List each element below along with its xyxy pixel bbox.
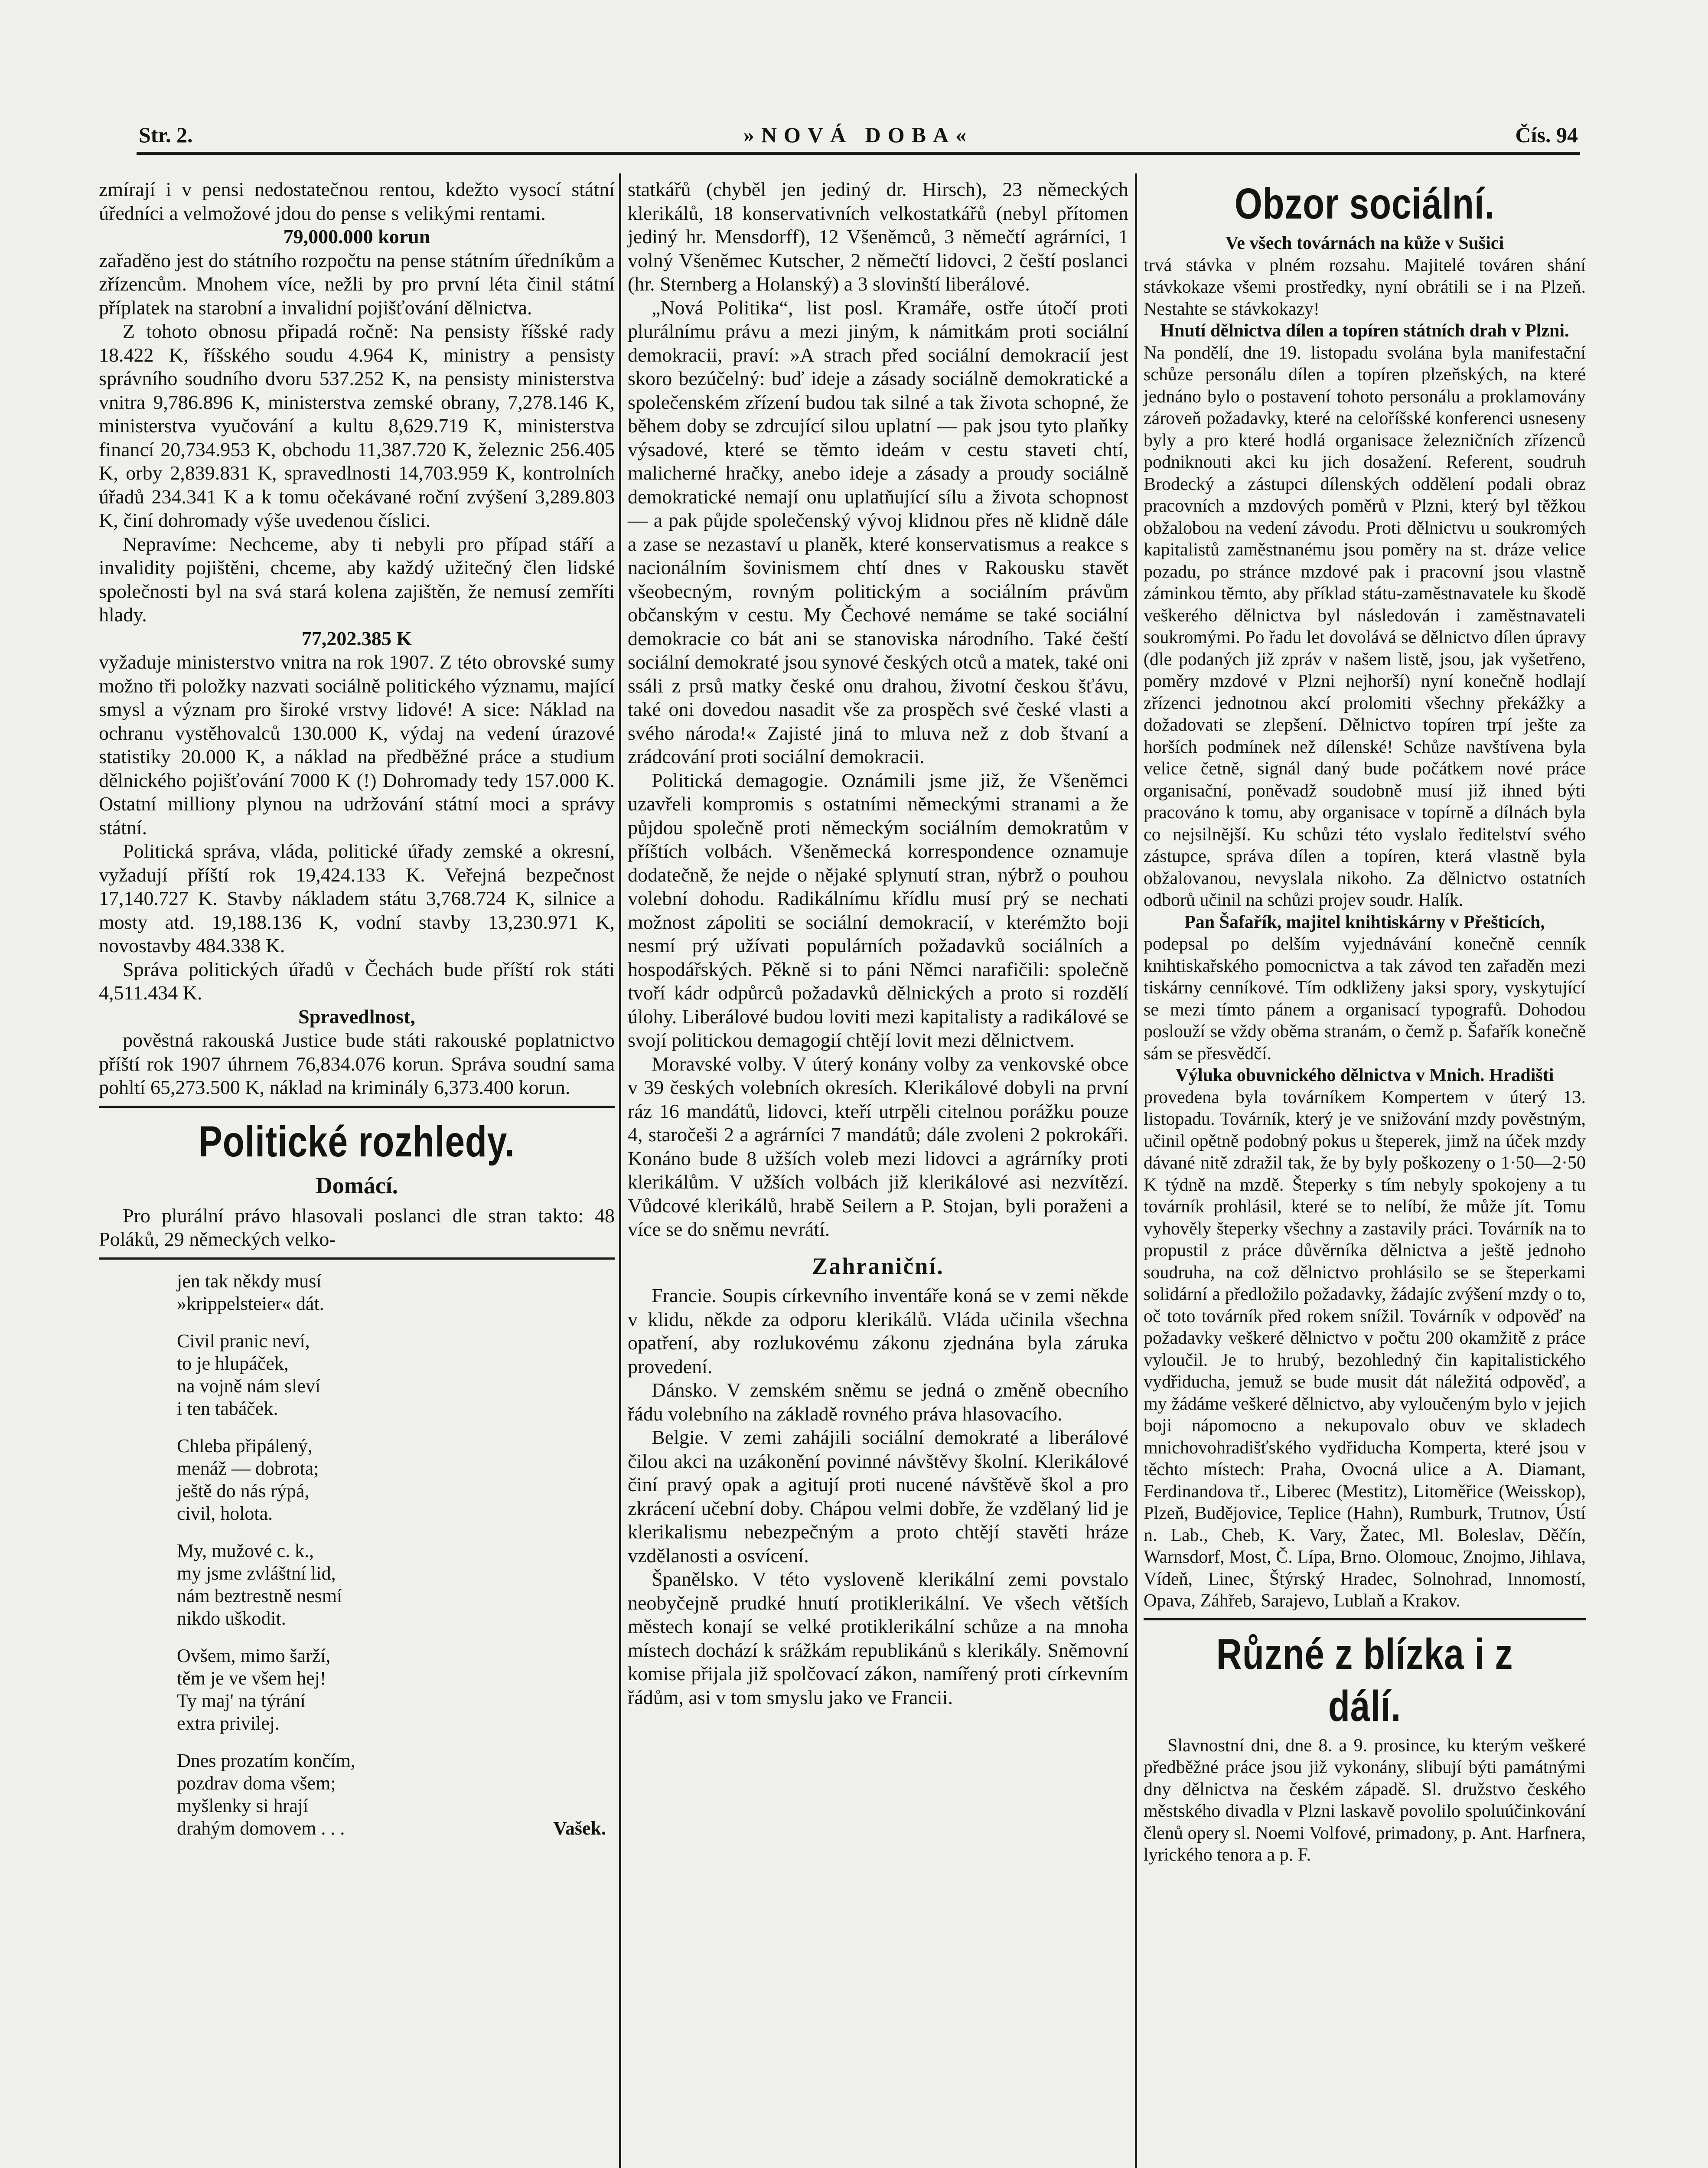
poem-rule bbox=[99, 1257, 615, 1260]
poem-stanza bbox=[177, 1750, 615, 1840]
poem-signature: Vašek. bbox=[553, 1817, 606, 1839]
header-rule bbox=[137, 152, 1580, 155]
paragraph: provedena byla továrníkem Kompertem v úterý 13. listopadu. Továrník, který je ve snižování mzdy pověstným, učinil opětně podobný pokus u šteperek, jimž na úček mzdy dávané nitě zdražil tak, že by byly poškozeny o 1·50—2·50 K týdně na mzdě. Šteperky s tím nebyly spokojeny a tu továrník prohlásil, které se to nelíbí, že může jít. Tomu vyhověly šteperky všechny a zastavily práci. Továrník na to propustil z práce důvěrníka dělnictva a ještě jednoho soudruha, na což dělnictvo prohlásilo se se šteperkami solidární a předložilo požadavky, žádajíc zvýšení mzdy o to, oč toto továrník před rokem snížil. Továrník v odpověď na požadavky veškeré dělnictvo v počtu 200 okamžitě z práce vyloučil. Je to hrubý, bezohledný čin kapitalistického vydřiducha, jemuž se bude musit dát náležitá odpověď, a my žádáme veškeré dělnictvo, aby vyloučeným bylo v jejich boji nápomocno a nekupovalo obuv ve skladech mnichovohradišťského vydřiducha Komperta, které jsou v těchto místech: Praha, Ovocná ulice a A. Diamant, Ferdinandova tř., Liberec (Mestitz), Litoměřice (Weisskop), Plzeň, Budějovice, Teplice (Hahn), Rumburk, Trutnov, Ústí n. Lab., Cheb, K. Vary, Žatec, Ml. Boleslav, Děčín, Warnsdorf, Most, Č. Lípa, Brno. Olomouc, Znojmo, Jihlava, Vídeň, Linec, Štýrský Hradec, Solnohrad, Innomostí, Opava, Záhřeb, Sarajevo, Lublaň a Krakov. bbox=[1144, 1087, 1586, 1611]
poem-line: drahým domovem . . . bbox=[177, 1817, 345, 1839]
poem bbox=[99, 1270, 615, 1840]
article-heading: Pan Šafařík, majitel knihtiskárny v Přešticích, bbox=[1184, 912, 1545, 932]
paragraph: Slavnostní dni, dne 8. a 9. prosince, ku kterým veškeré předběžné práce jsou již vykonány, slibují býti památnými dny dělnictva na českém západě. Sl. družstvo českého městského divadla v Plzni laskavě povolilo spoluúčinkování členů opery sl. Noemi Volfové, primadony, p. Ant. Harfnera, lyrického tenora a p. F. bbox=[1144, 1735, 1586, 1865]
article-heading: Výluka obuvnického dělnictva v Mnich. Hradišti bbox=[1175, 1065, 1554, 1085]
column-3 bbox=[1144, 178, 1586, 1866]
poem-line: těm je ve všem hej! bbox=[177, 1667, 326, 1689]
poem-line: jen tak někdy musí bbox=[177, 1270, 322, 1292]
section-rule bbox=[1144, 1618, 1586, 1620]
paragraph: „Nová Politika“, list posl. Kramáře, ostře útočí proti plurálnímu právu a mezi jiným, k námitkám proti sociální demokracii, praví: »A strach před sociální demokracií jest skoro bezúčelný: buď ideje a zásady sociálně demokratické a společenském zřízení budou tak silné a tak života schopné, že během doby se zdrcující silou uplatní — pak jsou tyto plaňky výsadové, které se těmto ideám v cestu staveti chtí, malicherné hračky, anebo ideje a zásady a proudy sociálně demokratické nemají onu uplatňující sílu a života schopnost — a pak půjde společenský vývoj klidnou přes ně klidně dále a zase se nezastaví u planěk, které konservatismus a reakce s nacionálním šovinismem chtí dnes v Rakousku stavět všeobecným, rovným politickým a sociálním právům občanským v cestu. My Čechové nemáme se také sociální demokracie co bát ani se stanoviska národního. Také čeští sociální demokraté jsou synové českých otců a matek, také oni ssáli z prsů matky české onu drahou, životní českou šťávu, také oni dovedou nasadit vše za prospěch své české vlasti a svého národa!« Zajisté jiná to mluva než z dob štvaní a zrádcování proti sociální demokracii. bbox=[628, 296, 1128, 767]
paragraph: statkářů (chyběl jen jediný dr. Hirsch), 23 německých klerikálů, 18 konservativních velkostatkářů (nebyl přítomen jediný hr. Mensdorff), 12 Všeněmců, 3 němečtí agrárníci, 1 volný Všeněmec Kutscher, 2 němečtí lidovci, 2 čeští poslanci (hr. Sternberg a Holanský) a 3 slovinští liberálové. bbox=[628, 178, 1128, 295]
poem-line: menáž — dobrota; bbox=[177, 1457, 319, 1479]
poem-line: to je hlupáček, bbox=[177, 1352, 289, 1374]
poem-line: Ty maj' na týrání bbox=[177, 1690, 306, 1711]
column-1 bbox=[99, 178, 615, 1855]
poem-line: myšlenky si hrají bbox=[177, 1795, 309, 1816]
poem-line: Chleba připálený, bbox=[177, 1435, 313, 1456]
article-heading: Hnutí dělnictva dílen a topíren státních drah v Plzni. bbox=[1160, 321, 1569, 341]
poem-stanza bbox=[177, 1645, 615, 1735]
paragraph: Dánsko. V zemském sněmu se jedná o změně obecního řádu volebního na základě rovného práva hlasovacího. bbox=[628, 1379, 1128, 1425]
section-rule bbox=[99, 1106, 615, 1108]
paragraph: Španělsko. V této vysloveně klerikální zemi povstalo neobyčejně prudké hnutí protiklerikální. Ve všech větších městech konají se velké protiklerikální schůze a na mnoha místech dochází k srážkám republikánů s klerikály. Sněmovní komise přijala již spolčovací zákon, namířený proti církevním řádům, asi v tom smyslu jako ve Francii. bbox=[628, 1568, 1128, 1708]
column-2 bbox=[628, 178, 1128, 1709]
poem-line: Civil pranic neví, bbox=[177, 1330, 310, 1352]
poem-stanza bbox=[177, 1435, 615, 1525]
paragraph: zařaděno jest do státního rozpočtu na pense státním úředníkům a zřízencům. Mnohem více, nežli by pro první léta činil státní příplatek na starobní a invalidní pojišťování dělnictva. bbox=[99, 249, 615, 319]
paragraph: Moravské volby. V úterý konány volby za venkovské obce v 39 českých volebních okresích. Klerikálové dobyli na první ráz 16 mandátů, lidovci, kteří utrpěli citelnou porážku pouze 4, staročeši 2 a agrárníci 7 mandátů; dále zvoleni 2 pokrokáři. Konáno bude 8 užších voleb mezi lidovci a agrárníky proti klerikálům. V užších volbách již klerikálové asi nezvítězí. Vůdcové klerikálů, hrabě Seilern a P. Stojan, byli poraženi a více se do sněmu nevrátí. bbox=[628, 1052, 1128, 1240]
poem-line: my jsme zvláštní lid, bbox=[177, 1562, 336, 1584]
column-divider-1 bbox=[619, 173, 621, 2168]
newspaper-title: »NOVÁ DOBA« bbox=[743, 123, 974, 147]
paragraph: Na pondělí, dne 19. listopadu svolána byla manifestační schůze personálu dílen a topíren plzeňských, na které jednáno bylo o postavení tohoto personálu a proklamovány zároveň požadavky, které na celoříšské konferenci usneseny byly a pro které hodlá organisace železničních zřízenců podniknouti akci ku jich dosažení. Referent, soudruh Brodecký a zástupci dílenských oddělení podali obraz pracovních a mzdových poměrů v Plzni, který byl těžkou obžalobou na vedení závodu. Proti dělnictvu u soukromých kapitalistů zaměstnanému jsou poměry na st. dráze velice pozadu, po stránce mzdové pak i pracovní jsou vlastně záminkou těmto, aby příklad státu-zaměstnavatele ku škodě veškerého dělnictva byl následován i zaměstnavateli soukromými. Po řadu let dovolává se dělnictvo dílen úpravy (dle podaných již zpráv v našem listě, jsou, jak vyšetřeno, poměry mzdové v Plzni nejhorší) nyní konečně hodlají zřízenci jednotnou akcí prolomiti všechny překážky a dožadovati se zlepšení. Dělnictvo topíren trpí ješte za horších podmínek než dílenské! Schůze navštívena byla velice četně, signál daný bude počátkem nové práce organisační, poněvadž soudobně musí již ihned býti pracováno k tomu, aby organisace v topírně a dílnách byla co nejsilnější. Ku schůzi této vyslalo ředitelství svého zástupce, správa dílen a topíren, která vlastně byla obžalovanou, nevyslala nikoho. Za dělnictvo ostatních odborů učinil na schůzi projev soudr. Halík. bbox=[1144, 343, 1586, 910]
section-title: Obzor sociální. bbox=[1234, 180, 1495, 228]
paragraph: zmírají i v pensi nedostatečnou rentou, kdežto vysocí státní úředníci a velmožové jdou do pense s velikými rentami. bbox=[99, 178, 615, 224]
paragraph: Politická správa, vláda, politické úřady zemské a okresní, vyžadují příští rok 19,424.133 K. Veřejná bezpečnost 17,140.727 K. Stavby nákladem státu 3,768.724 K, silnice a mosty atd. 19,188.136 K, vodní stavby 13,230.971 K, novostavby 484.338 K. bbox=[99, 840, 615, 957]
poem-line: nikdo uškodit. bbox=[177, 1607, 286, 1629]
paragraph: Pro plurální právo hlasovali poslanci dle stran takto: 48 Poláků, 29 německých velko- bbox=[99, 1204, 615, 1250]
subsection-title: Zahraniční. bbox=[812, 1253, 944, 1279]
poem-line: nám beztrestně nesmí bbox=[177, 1585, 342, 1606]
article-heading: Ve všech továrnách na kůže v Sušici bbox=[1225, 233, 1504, 253]
poem-line: Dnes prozatím končím, bbox=[177, 1750, 355, 1771]
paragraph: Belgie. V zemi zahájili sociální demokraté a liberálové čilou akci na uzákonění povinné návštěvy školní. Klerikálové činí pravý opak a agitují proti nucené návštěvě škol a pro zkrácení učební doby. Chápou velmi dobře, že vzdělaný lid je klerikalismu nebezpečným a proto chtějí stavěti hráze vzdělanosti a osvícení. bbox=[628, 1426, 1128, 1567]
paragraph: Francie. Soupis církevního inventáře koná se v zemi někde v klidu, někde za odporu klerikálů. Vláda učinila všechna opatření, aby rozlukovému zákonu zjednána byla záruka provedení. bbox=[628, 1284, 1128, 1378]
section-title: Politické rozhledy. bbox=[199, 1117, 515, 1166]
section-subheading: Spravedlnost, bbox=[298, 1005, 415, 1028]
section-title: Různé z blízka i z dálí. bbox=[1216, 1629, 1513, 1730]
poem-line: My, mužové c. k., bbox=[177, 1540, 314, 1561]
page-number: Str. 2. bbox=[139, 123, 193, 147]
paragraph: vyžaduje ministerstvo vnitra na rok 1907. Z této obrovské sumy možno tři položky nazvati sociálně politického významu, mající smysl a význam pro široké vrstvy lidové! A sice: Náklad na ochranu vystěhovalců 130.000 K, výdaj na vedení úrazové statistiky 20.000 K, a náklad na předběžné práce a studium dělnického pojišťování 7000 K (!) Dohromady tedy 157.000 K. Ostatní milliony plynou na udržování státní moci a správy státní. bbox=[99, 651, 615, 839]
poem-line: extra privilej. bbox=[177, 1712, 280, 1734]
poem-line: pozdrav doma všem; bbox=[177, 1772, 336, 1794]
page-header bbox=[139, 118, 1578, 153]
poem-line: i ten tabáček. bbox=[177, 1397, 278, 1419]
subsection-title: Domácí. bbox=[315, 1172, 398, 1198]
issue-number: Čís. 94 bbox=[1515, 123, 1578, 147]
paragraph: trvá stávka v plném rozsahu. Majitelé továren shání stávkokaze všemi prostředky, nyní obrátili se i na Plzeň. Nestahte se stávkokazy! bbox=[1144, 255, 1586, 319]
poem-line: »krippelsteier« dát. bbox=[177, 1293, 324, 1314]
poem-line: Ovšem, mimo šarží, bbox=[177, 1645, 331, 1666]
poem-line: na vojně nám sleví bbox=[177, 1375, 321, 1397]
column-divider-2 bbox=[1135, 173, 1137, 2168]
paragraph: podepsal po delším vyjednávání konečně cenník knihtiskařského pomocnictva a tak závod ten zařaděn mezi tiskárny cenníkové. Tím odkliženy jaksi spory, vyskytující se mezi tímto pánem a organisací typografů. Dohodou poslouží se vždy oběma stranám, o čemž p. Šafařík konečně sám se přesvědčí. bbox=[1144, 934, 1586, 1064]
paragraph: Z tohoto obnosu připadá ročně: Na pensisty říšské rady 18.422 K, říšského soudu 4.964 K, ministry a pensisty správního soudního dvoru 537.252 K, na pensisty ministerstva vnitra 9,786.896 K, ministerstva zemské obrany, 7,278.146 K, ministerstva vyučování a kultu 8,629.719 K, ministerstva financí 20,734.953 K, obchodu 11,387.720 K, železnic 256.405 K, orby 2,839.831 K, spravedlnosti 14,703.959 K, kontrolních úřadů 234.341 K a k tomu očekávané roční zvýšení 3,289.803 K, činí dohromady výše uvedenou číslici. bbox=[99, 320, 615, 531]
paragraph: Politická demagogie. Oznámili jsme již, že Všeněmci uzavřeli kompromis s ostatními německými stranami a že půjdou společně proti německým sociálním demokratům v příštích volbách. Všeněmecká korrespondence oznamuje dodatečně, že nejde o nějaké splynutí stran, nýbrž o pouhou volební dohodu. Radikálnímu křídlu musí prý se nechati možnost zápoliti se sociální demokracií, v kterémžto boji nesmí prý užívati populárních požadavků sociálních a hospodářských. Pěkně si to páni Němci narafičili: společně tvoří kádr odpůrců požadavků dělnických a proto si rozdělí úlohy. Liberálové budou loviti mezi kapitalisty a radikálové se svojí politickou demagogií chtějí lovit mezi dělnictvem. bbox=[628, 769, 1128, 1051]
poem-line: ještě do nás rýpá, bbox=[177, 1480, 310, 1502]
amount-heading: 77,202.385 K bbox=[301, 627, 412, 650]
poem-line: civil, holota. bbox=[177, 1502, 273, 1524]
poem-stanza bbox=[177, 1540, 615, 1630]
paragraph: Nepravíme: Nechceme, aby ti nebyli pro případ stáří a invalidity pojištěni, chceme, aby každý užitečný člen lidské společnosti byl na svá stará kolena zajištěn, že nemusí zemříti hlady. bbox=[99, 532, 615, 626]
paragraph: Správa politických úřadů v Čechách bude příští rok státi 4,511.434 K. bbox=[99, 958, 615, 1004]
poem-stanza bbox=[177, 1270, 615, 1315]
poem-stanza bbox=[177, 1330, 615, 1420]
paragraph: pověstná rakouská Justice bude státi rakouské poplatnictvo příští rok 1907 úhrnem 76,834.076 korun. Správa soudní sama pohltí 65,273.500 K, náklad na kriminály 6,373.400 korun. bbox=[99, 1029, 615, 1098]
amount-heading: 79,000.000 korun bbox=[283, 225, 430, 248]
